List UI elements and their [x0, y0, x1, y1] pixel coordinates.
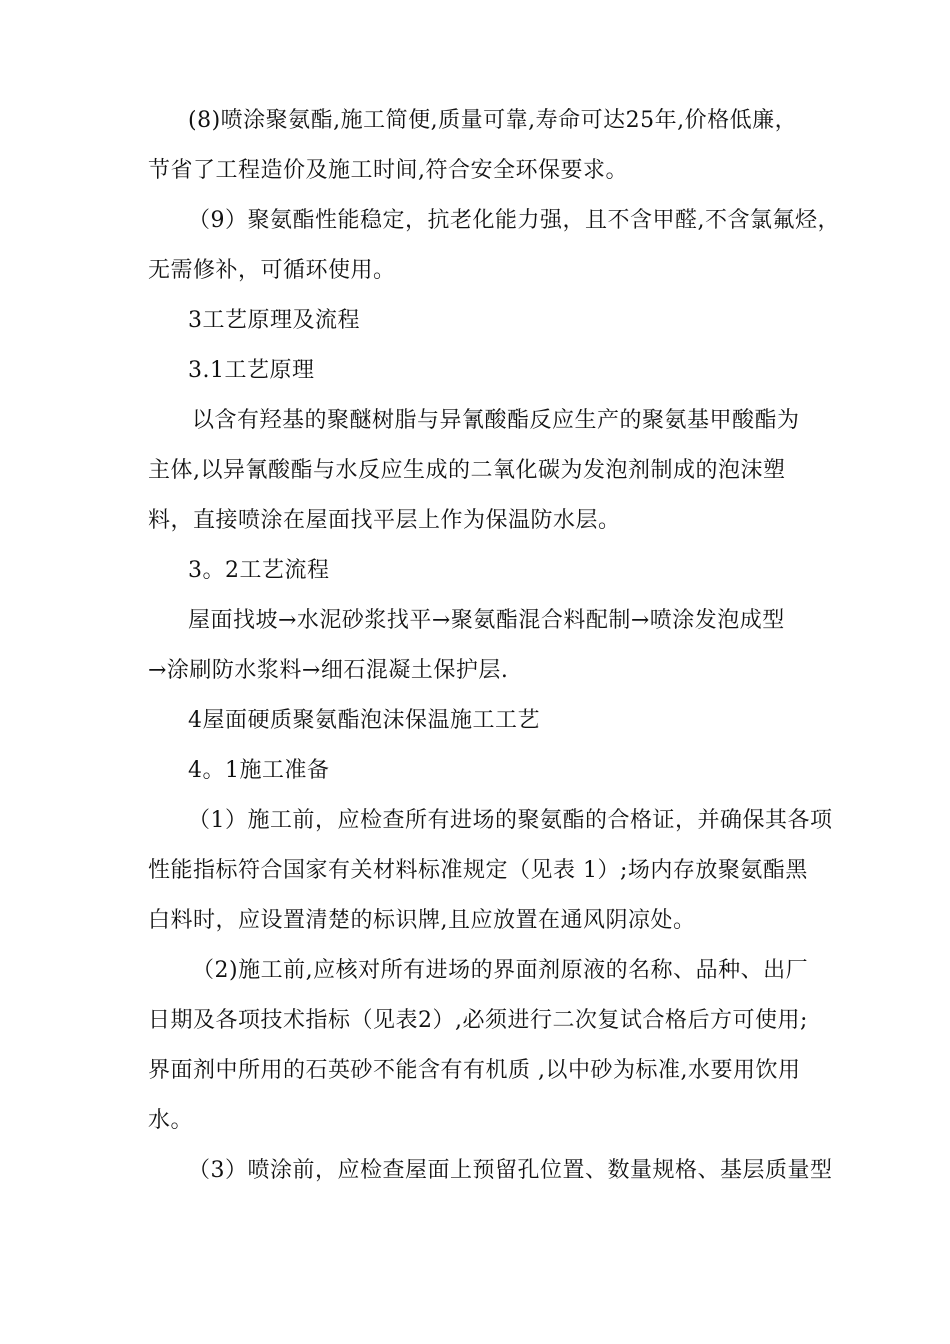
paragraph-line: 水。 — [148, 1108, 194, 1133]
subsection-heading: 3。2工艺流程 — [188, 558, 330, 583]
paragraph-line: （3）喷涂前，应检查屋面上预留孔位置、数量规格、基层质量型 — [188, 1158, 833, 1183]
paragraph-line: 日期及各项技术指标（见表2）,必须进行二次复试合格后方可使用; — [148, 1008, 808, 1033]
paragraph-line: 界面剂中所用的石英砂不能含有有机质 ,以中砂为标准,水要用饮用 — [148, 1058, 801, 1083]
paragraph-line: 性能指标符合国家有关材料标准规定（见表 1）;场内存放聚氨酯黑 — [148, 858, 808, 883]
paragraph-line: 以含有羟基的聚醚树脂与异氰酸酯反应生产的聚氨基甲酸酯为 — [192, 408, 800, 433]
paragraph-line: 白料时，应设置清楚的标识牌,且应放置在通风阴凉处。 — [148, 908, 696, 933]
paragraph-line: 无需修补，可循环使用。 — [148, 258, 396, 283]
section-heading: 3工艺原理及流程 — [188, 308, 360, 333]
paragraph-line: →涂刷防水浆料→细石混凝土保护层. — [148, 658, 509, 683]
paragraph-line: 屋面找坡→水泥砂浆找平→聚氨酯混合料配制→喷涂发泡成型 — [188, 608, 785, 633]
section-heading: 4屋面硬质聚氨酯泡沫保温施工工艺 — [188, 708, 540, 733]
paragraph-line: （2)施工前,应核对所有进场的界面剂原液的名称、品种、出厂 — [192, 958, 809, 983]
subsection-heading: 3.1工艺原理 — [188, 358, 315, 383]
paragraph-line: 料，直接喷涂在屋面找平层上作为保温防水层。 — [148, 508, 621, 533]
paragraph-line: （1）施工前，应检查所有进场的聚氨酯的合格证，并确保其各项 — [188, 808, 833, 833]
paragraph-line: 节省了工程造价及施工时间,符合安全环保要求。 — [148, 158, 628, 183]
paragraph-line: 主体,以异氰酸酯与水反应生成的二氧化碳为发泡剂制成的泡沫塑 — [148, 458, 786, 483]
subsection-heading: 4。1施工准备 — [188, 758, 330, 783]
paragraph-line: (8)喷涂聚氨酯,施工简便,质量可靠,寿命可达25年,价格低廉， — [188, 108, 798, 133]
paragraph-line: （9）聚氨酯性能稳定，抗老化能力强，且不含甲醛,不含氯氟烃， — [188, 208, 840, 233]
